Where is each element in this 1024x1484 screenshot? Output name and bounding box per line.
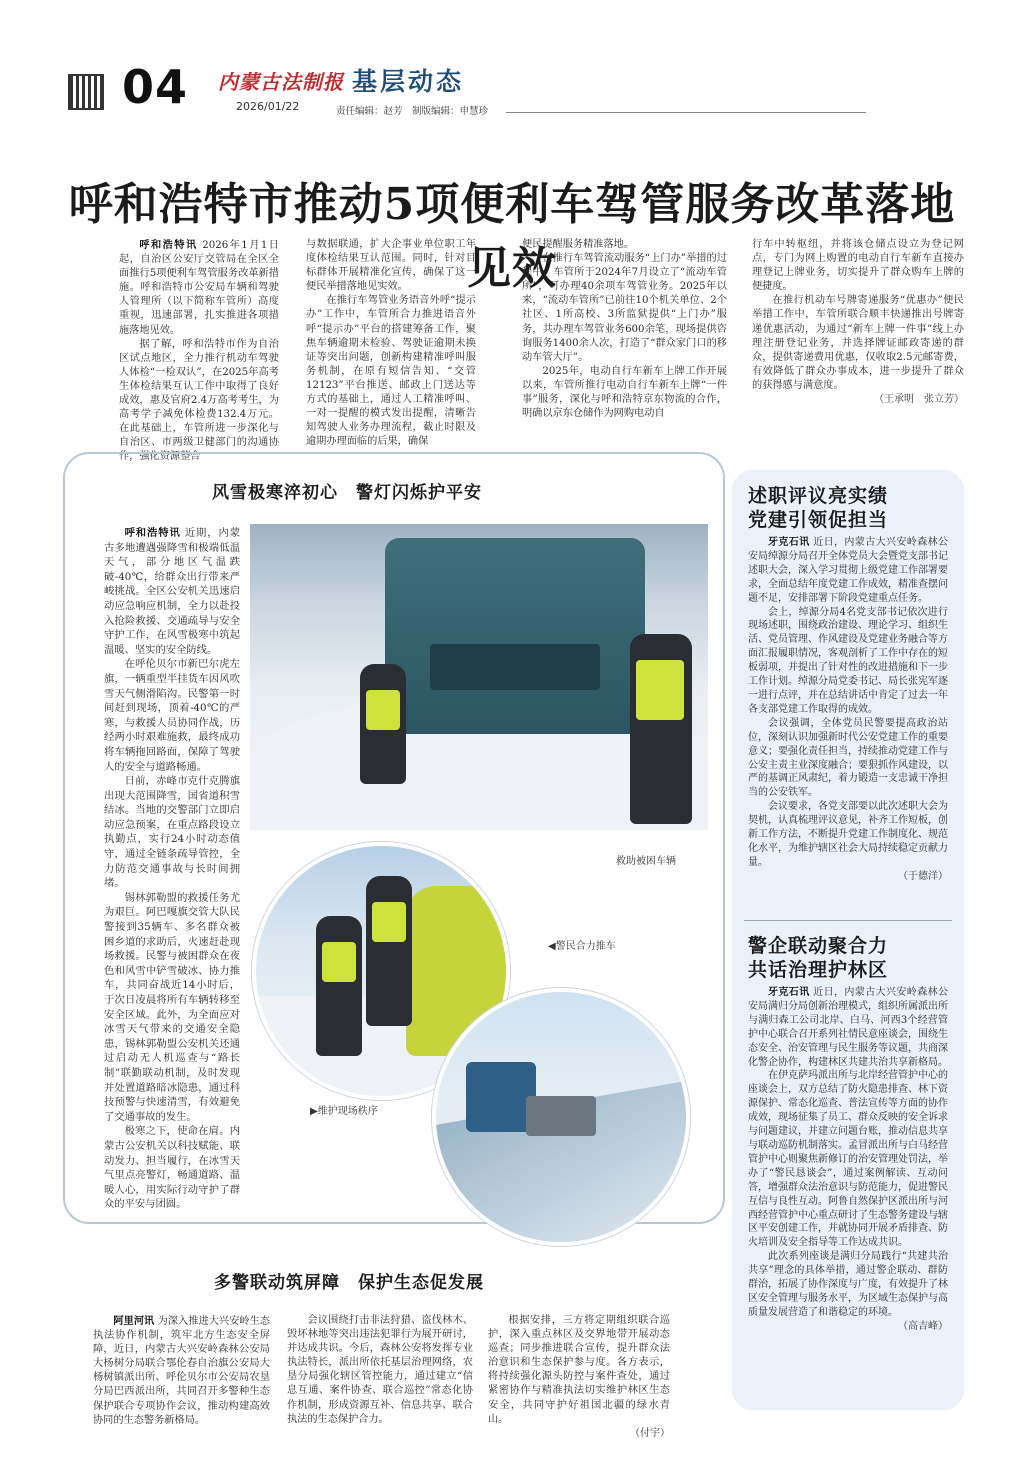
bottom-article-credit: （付宇） — [630, 1427, 670, 1439]
sidebar-article1-body — [748, 536, 948, 884]
feature-paragraph: 锡林郭勒盟的救援任务尤为艰巨。阿巴嘎旗交管大队民警接到35辆车、多名群众被困乡道的求助后，火速赶赴现场救援。民警与被困群众在夜色和风雪中铲雪破冰、协力推车，共同奋战近14小时后，于次日凌晨将所有车辆转移至安全区域。此外，为全面应对冰雪天气带来的交通安全隐患，锡林郭勒盟公安机关还通过启动无人机巡查与“路长制”联勤联动机制，及时发现并处置道路暗冰隐患，通过科技预警与快速清雪，有效避免了交通事故的发生。 — [104, 891, 240, 1123]
sidebar-paragraph: 会议强调，全体党员民警要提高政治站位，深刻认识加强新时代公安党建工作的重要意义；要强化责任担当，持续推动党建工作与公安主责主业深度融合；要狠抓作风建设，以严的基调正风肃纪，着力锻造一支忠诚干净担当的公安铁军。 — [748, 717, 948, 799]
bottom-paragraph: 阿里河讯 为深入推进大兴安岭生态执法协作机制，筑牢北方生态安全屏障，近日，内蒙古大兴安岭森林公安局大杨树分局联合鄂伦春自治旗公安局大杨树镇派出所、呼伦贝尔市公安局农垦分局巴西派出所，共同召开多警种生态保护联合专项协作会议，推动构建高效协同的生态警务新格局。 — [93, 1315, 270, 1426]
lead-article-credit: （王承明 张立芳） — [874, 394, 964, 406]
bottom-paragraph: 根据安排，三方将定期组织联合巡护，深入重点林区及交界地带开展动态巡查；同步推进联合宣传，提升群众法治意识和生态保护参与度。各方表示，将持续强化源头防控与案件查处，通过紧密协作与精准执法切实维护林区生态安全，共同守护好祖国北疆的绿水青山。 — [488, 1315, 670, 1425]
sidebar-article2-credit: （高吉峰） — [898, 1320, 948, 1332]
lead-paragraph: 与数据联通，扩大企事业单位职工年度体检结果互认范围。同时，针对目标群体开展精准化宣传，确保了这一便民举措落地见实效。 — [306, 239, 476, 293]
sidebar-article1-title-line1: 述职评议亮实绩 — [748, 485, 889, 507]
lead-paragraph: 在推行机动车号牌寄递服务“优惠办”便民举措工作中，车管所联合顺丰快递推出号牌寄递优惠活动，为通过“新车上牌一件事”线上办理注册登记业务，并选择牌证邮政寄递的群众，提供寄递费用优惠，仅收取2.5元邮寄费，有效降低了群众办事成本，进一步提升了群众的获得感与满意度。 — [752, 295, 964, 391]
issue-date: 2026/01/22 — [236, 100, 300, 113]
editor-credits: 责任编辑：赵芳 制版编辑：申慧珍 — [336, 106, 489, 117]
photo-truck-rescue — [250, 524, 708, 830]
lead-paragraph: 便民提醒服务精准落地。 — [522, 239, 635, 250]
lead-paragraph: 在推行车驾管流动服务“上门办”举措的过程中，车管所于2024年7月设立了“流动车管所”，可办理40余项车驾管业务。2025年以来，“流动车管所”已前往10个机关单位、2个社区、1所高校、3所监狱提供“上门办”服务，共办理车驾管业务600余笔，现场提供咨询服务1400余人次，打造了“群众家门口的移动车管大厅”。 — [522, 253, 727, 363]
feature-title: 风雪极寒淬初心 警灯闪烁护平安 — [212, 483, 482, 503]
feature-paragraph: 呼和浩特讯 近期，内蒙古多地遭遇强降雪和极端低温天气，部分地区气温跌破-40℃，给群众出行带来严峻挑战。全区公安机关迅速启动应急响应机制，全力以赴投入抢险救援、交通疏导与安全守护工作，在风雪极寒中筑起温暖、坚实的安全防线。 — [104, 527, 240, 656]
bottom-article-col-3 — [488, 1314, 670, 1441]
bottom-article-title: 多警联动筑屏障 保护生态促发展 — [214, 1273, 484, 1293]
bottom-article-col-2 — [287, 1314, 473, 1427]
bottom-paragraph: 会议围绕打击非法狩猎、盗伐林木、毁坏林地等突出违法犯罪行为展开研讨，并达成共识。今后，森林公安将发挥专业执法特长，派出所依托基层治理网络，农垦分局强化辖区管控能力，通过建立“信息互通、案件协查、联合巡控”常态化协作机制，形成资源互补、信息共享、联合执法的生态保护合力。 — [287, 1315, 473, 1425]
lead-paragraph: 2025年，电动自行车新车上牌工作开展以来，车管所推行电动自行车新车上牌“一件事”服务，深化与呼和浩特京东物流的合作，明确以京东仓储作为网购电动自 — [522, 365, 727, 420]
lead-paragraph: 在推行车驾管业务语音外呼“提示办”工作中，车管所合力推进语音外呼“提示办”平台的搭建筹备工作，聚焦车辆逾期未检验、驾驶证逾期未换证等突出问题，创新构建精准呼叫服务机制，在原有短信告知、“交管12123”平台推送、邮政上门送达等方式的基础上，通过人工精准呼叫、一对一提醒的模式发出提醒，清晰告知驾驶人业务办理流程，截止时限及逾期办理面临的后果，确保 — [306, 295, 476, 448]
sidebar-paragraph: 会议要求，各党支部要以此次述职大会为契机，认真梳理评议意见，补齐工作短板，创新工作方法，不断提升党建工作制度化、规范化水平，为维护辖区社会大局持续稳定贡献力量。 — [748, 801, 948, 868]
bottom-article-col-1 — [93, 1314, 270, 1428]
feature-paragraph: 极寒之下，使命在肩。内蒙古公安机关以科技赋能、联动发力、担当履行，在冰雪天气里点亮警灯，畅通道路、温暖人心，用实际行动守护了群众的平安与团圆。 — [104, 1125, 240, 1211]
sidebar-article2-title-line2: 共话治理护林区 — [748, 959, 889, 981]
sidebar-paragraph: 牙克石讯 近日，内蒙古大兴安岭森林公安局绰源分局召开全体党员大会暨党支部书记述职大会，深入学习贯彻上级党建工作部署要求，全面总结年度党建工作成效，精准查摆问题不足，安排部署下阶段党建重点任务。 — [748, 537, 948, 604]
caption-circle-1: ◀警民合力推车 — [548, 941, 616, 952]
sidebar-paragraph: 会上，绰源分局4名党支部书记依次进行现场述职，围绕政治建设、理论学习、组织生活、党员管理、作风建设及党建业务融合等方面汇报履职情况，客观剖析了工作中存在的短板弱项，并提出了针对性的改进措施和下一步工作计划。绰源分局党委书记、局长张宪军逐一进行点评，并在总结讲话中肯定了过去一年各支部党建工作取得的成效。 — [748, 606, 948, 715]
lead-article-col-1 — [119, 238, 279, 465]
sidebar-divider — [744, 920, 952, 921]
page-number: 04 — [122, 60, 189, 114]
qr-code — [68, 74, 104, 110]
masthead-logo: 内蒙古法制报 — [218, 70, 344, 94]
sidebar-article2-body — [748, 986, 948, 1334]
lead-article-col-3 — [522, 238, 727, 421]
sidebar-article2-title-line1: 警企联动聚合力 — [748, 935, 889, 957]
lead-paragraph: 行车中转枢纽，并将该仓储点设立为登记网点，专门为网上购置的电动自行车新车直接办理登记上牌业务，切实提升了群众购车上牌的便捷度。 — [752, 239, 964, 293]
section-title: 基层动态 — [352, 67, 465, 96]
lead-article-col-4 — [752, 238, 964, 407]
photo-truck-grill — [430, 644, 600, 690]
sidebar-article1-credit: （于德洋） — [898, 870, 948, 882]
feature-body — [104, 526, 240, 1212]
feature-paragraph: 日前，赤峰市克什克腾旗出现大范围降雪，国省道积雪结冰。当地的交警部门立即启动应急预案，在重点路段设立执勤点，实行24小时动态值守，通过全链条疏导管控，全力防范交通事故与长时间拥堵。 — [104, 775, 240, 890]
feature-paragraph: 在呼伦贝尔市新巴尔虎左旗，一辆重型半挂货车因风吹雪天气侧滑陷沟。民警第一时间赶到现场，顶着-40℃的严寒，与救援人员协同作战，历经两小时艰难施救，最终成功将车辆拖回路面，保障了驾驶人的安全与道路畅通。 — [104, 658, 240, 773]
sidebar-article1-title — [748, 484, 948, 532]
header-rule — [506, 112, 866, 113]
page-headline: 呼和浩特市推动5项便利车驾管服务改革落地见效 — [68, 179, 956, 294]
sidebar-paragraph: 此次系列座谈是满归分局践行“共建共治共享”理念的具体举措，通过警企联动、群防群治，拓展了协作深度与广度，有效提升了林区安全管理与服务水平，为区域生态保护与高质量发展营造了和谐稳定的环境。 — [748, 1251, 948, 1318]
photo-officer — [630, 634, 692, 824]
caption-main-photo: 救助被困车辆 — [616, 856, 676, 867]
sidebar-paragraph: 在伊克萨玛派出所与北岸经营管护中心的座谈会上，双方总结了防火隐患排查、林下资源保护、常态化巡查、普法宣传等方面的协作成效，现场征集了员工、群众反映的安全诉求与问题建议，并建立问题台账，推动信息共享与联动巡防机制落实。孟冒派出所与白马经营管护中心则聚焦新修订的治安管理处罚法，举办了“警民恳谈会”，通过案例解读、互动问答，增强群众法治意识与防范能力，促进警民互信与良性互动。阿鲁自然保护区派出所与河西经营管护中心重点研讨了生态警务建设与辖区平安创建工作，并就协同开展矛盾排查、防火培训及安全指导等工作达成共识。 — [748, 1070, 948, 1249]
lead-paragraph: 据了解，呼和浩特市作为自治区试点地区，全力推行机动车驾驶人体检“一检双认”，在2025年高考生体检结果互认工作中取得了良好成效，惠及官府2.4万高考考生，为高考学子减免体检费132.4万元。在此基础上，车管所进一步深化与自治区、市两级卫健部门的沟通协作，强化资源整合 — [119, 338, 279, 463]
sidebar-article2-title — [748, 934, 948, 982]
photo-truck — [385, 538, 645, 734]
sidebar-paragraph: 牙克石讯 近日，内蒙古大兴安岭森林公安局满归分局创新治理模式，组织所属派出所与满归森工公司北岸、白马、河西3个经营管护中心联合召开系列社情民意座谈会，围绕生态安全、治安管理与民生服务等议题，共商深化警企协作，构建林区共建共治共享新格局。 — [748, 987, 948, 1068]
lead-paragraph: 呼和浩特讯 2026年1月1日起，自治区公安厅交管局在全区全面推行5项便利车驾管服务改革新措施。呼和浩特市公安局车辆和驾驶人管理所（以下简称车管所）高度重视，迅速部署，扎实推进各项措施落地见效。 — [119, 239, 279, 336]
photo-officer — [360, 664, 406, 784]
photo-scene-order — [432, 988, 690, 1246]
caption-circle-2: ▶维护现场秩序 — [310, 1106, 378, 1117]
sidebar-article1-title-line2: 党建引领促担当 — [748, 509, 889, 531]
lead-article-col-2 — [306, 238, 476, 449]
